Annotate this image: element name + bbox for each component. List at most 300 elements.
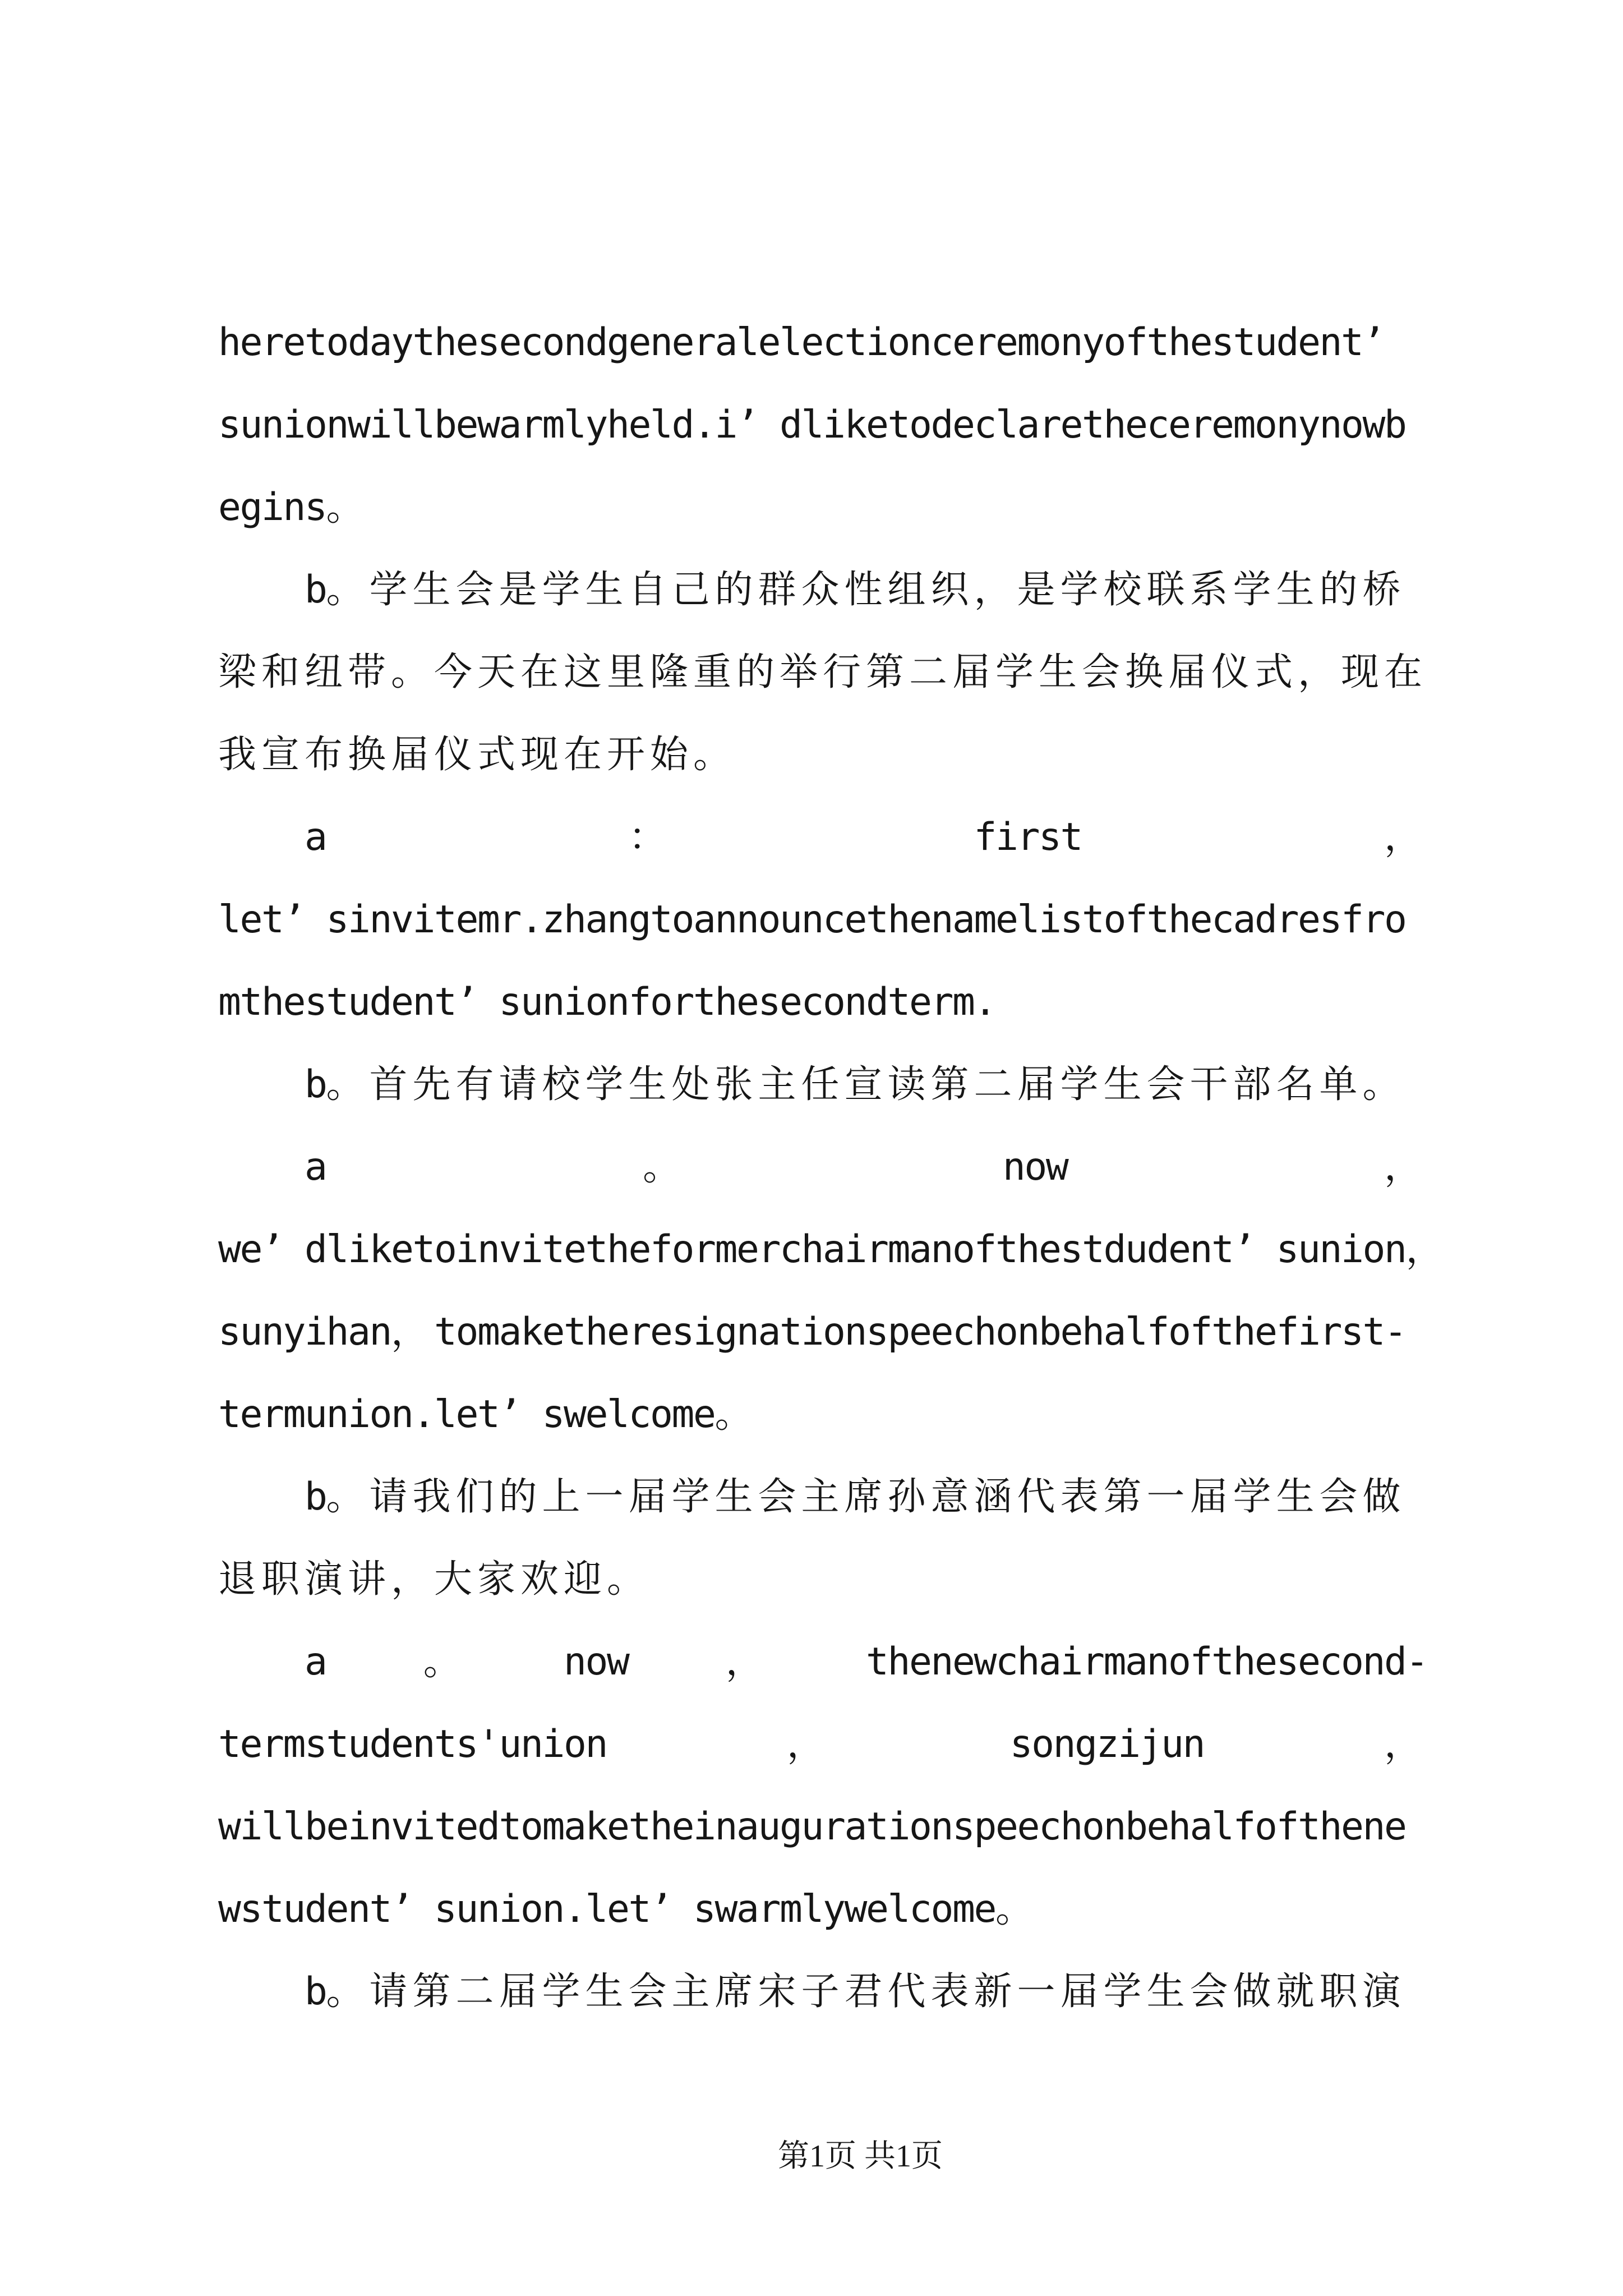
glyph: 式 <box>1255 650 1293 694</box>
glyph: 请 <box>369 1969 408 2014</box>
glyph: n <box>261 402 284 447</box>
glyph: 学 <box>995 650 1034 694</box>
glyph: 宣 <box>261 732 300 777</box>
glyph: 会 <box>628 1969 667 2014</box>
glyph: 天 <box>477 650 516 694</box>
glyph: p <box>887 1309 911 1354</box>
glyph: t <box>1211 1309 1234 1354</box>
glyph: m <box>477 1309 500 1354</box>
glyph: i <box>499 1887 522 1931</box>
text-token <box>218 318 1406 368</box>
glyph: e <box>1125 402 1148 447</box>
glyph: 处 <box>671 1062 710 1107</box>
glyph: 单 <box>1319 1062 1358 1107</box>
text-token <box>1384 1719 1427 1770</box>
glyph: d <box>477 1804 500 1849</box>
glyph: 带 <box>348 650 386 694</box>
glyph: o <box>520 1887 543 1931</box>
glyph: l <box>780 320 803 365</box>
glyph: e <box>758 320 781 365</box>
glyph: i <box>239 1804 263 1849</box>
glyph: 有 <box>455 1062 494 1107</box>
glyph: e <box>844 897 868 942</box>
glyph: s <box>305 979 328 1024</box>
glyph: 先 <box>412 1062 451 1107</box>
glyph: l <box>434 1392 457 1437</box>
paragraph <box>218 1126 1444 1456</box>
glyph: k <box>844 402 868 447</box>
glyph: t <box>218 1392 241 1437</box>
glyph: e <box>952 1639 975 1684</box>
glyph: ， <box>1405 1227 1444 1272</box>
glyph: w <box>564 1392 587 1437</box>
glyph: d <box>305 1887 328 1931</box>
glyph: b <box>305 1474 328 1519</box>
glyph: 桥 <box>1362 567 1401 612</box>
glyph: a <box>564 1804 587 1849</box>
glyph: t <box>650 897 673 942</box>
glyph: s <box>542 1392 565 1437</box>
glyph: m <box>887 1227 911 1272</box>
glyph: t <box>499 1804 522 1849</box>
glyph: ’ <box>391 1887 414 1931</box>
glyph: 做 <box>1362 1474 1401 1519</box>
glyph: p <box>974 1804 997 1849</box>
glyph: 意 <box>930 1474 969 1519</box>
glyph: e <box>628 320 652 365</box>
glyph: l <box>995 402 1018 447</box>
glyph: 会 <box>455 567 494 612</box>
text-token <box>629 812 672 863</box>
text-token <box>218 482 370 533</box>
glyph: o <box>520 1804 543 1849</box>
glyph: 部 <box>1233 1062 1271 1107</box>
glyph: d <box>1255 897 1278 942</box>
text-token <box>1010 1719 1205 1770</box>
text-token <box>218 1554 650 1605</box>
glyph: 席 <box>714 1969 753 2014</box>
glyph: a <box>1017 402 1040 447</box>
glyph: m <box>542 1804 565 1849</box>
glyph: w <box>974 1639 997 1684</box>
glyph: d <box>369 1722 393 1766</box>
glyph: e <box>455 320 479 365</box>
glyph: 现 <box>1341 650 1380 694</box>
glyph: e <box>1255 1639 1278 1684</box>
glyph: s <box>1211 320 1234 365</box>
glyph: w <box>714 1887 738 1931</box>
glyph: 第 <box>412 1969 451 2014</box>
glyph: d <box>305 1227 328 1272</box>
glyph: y <box>1298 402 1321 447</box>
glyph: t <box>866 897 889 942</box>
glyph: m <box>1017 320 1040 365</box>
text-token <box>423 1637 467 1687</box>
glyph: 。 <box>607 1557 645 1602</box>
glyph: a <box>305 815 328 859</box>
glyph: t <box>1146 897 1170 942</box>
glyph: 生 <box>585 1969 624 2014</box>
glyph: n <box>1319 402 1343 447</box>
glyph: i <box>564 979 587 1024</box>
glyph: s <box>758 979 781 1024</box>
glyph: o <box>1024 1144 1048 1189</box>
glyph: b <box>1039 1309 1062 1354</box>
glyph: t <box>844 320 868 365</box>
glyph: i <box>693 1309 716 1354</box>
glyph: 届 <box>628 1474 667 1519</box>
glyph: n <box>1017 1309 1040 1354</box>
glyph: 我 <box>412 1474 451 1519</box>
glyph: n <box>477 1887 500 1931</box>
glyph: e <box>1189 897 1213 942</box>
glyph: b <box>305 1804 328 1849</box>
glyph: z <box>542 897 565 942</box>
glyph: s <box>693 1887 716 1931</box>
glyph: 举 <box>780 650 818 694</box>
glyph: a <box>499 1309 522 1354</box>
glyph: 届 <box>952 650 991 694</box>
glyph: 系 <box>1189 567 1228 612</box>
glyph: 梁 <box>218 650 257 694</box>
glyph: 请 <box>499 1062 537 1107</box>
glyph: i <box>520 1227 543 1272</box>
glyph: r <box>671 979 695 1024</box>
glyph: i <box>1118 1722 1141 1766</box>
glyph: n <box>930 1639 954 1684</box>
glyph: i <box>348 1392 371 1437</box>
glyph: ： <box>628 815 667 859</box>
glyph: e <box>1298 1639 1321 1684</box>
glyph: ， <box>1384 815 1423 859</box>
glyph: l <box>283 1804 306 1849</box>
text-token <box>218 730 736 780</box>
glyph: l <box>650 402 673 447</box>
glyph: n <box>477 1227 500 1272</box>
glyph: n <box>607 897 630 942</box>
text-line <box>218 384 1427 466</box>
glyph: e <box>585 1392 608 1437</box>
glyph: ’ <box>650 1887 673 1931</box>
glyph: r <box>930 979 954 1024</box>
glyph: h <box>1233 1309 1256 1354</box>
glyph: 生 <box>628 1062 667 1107</box>
glyph: 张 <box>714 1062 753 1107</box>
glyph: o <box>1362 1227 1386 1272</box>
glyph: 干 <box>1189 1062 1228 1107</box>
glyph: 生 <box>714 1474 753 1519</box>
glyph: y <box>391 320 414 365</box>
glyph: f <box>1276 1309 1299 1354</box>
glyph: h <box>887 897 911 942</box>
glyph: a <box>1103 1309 1127 1354</box>
glyph: . <box>520 897 543 942</box>
glyph: m <box>283 1722 306 1766</box>
glyph: t <box>261 1887 284 1931</box>
glyph: 二 <box>455 1969 494 2014</box>
glyph: e <box>455 897 479 942</box>
glyph: a <box>1189 1804 1213 1849</box>
glyph: o <box>434 1227 457 1272</box>
glyph: ’ <box>261 1227 284 1272</box>
glyph: n <box>520 1722 543 1766</box>
glyph: n <box>564 320 587 365</box>
text-line <box>218 1621 1427 1703</box>
glyph: n <box>1146 1639 1170 1684</box>
document-body <box>218 301 1444 2033</box>
glyph: l <box>391 402 414 447</box>
glyph: 隆 <box>650 650 689 694</box>
glyph: h <box>1168 320 1191 365</box>
glyph: 们 <box>455 1474 494 1519</box>
glyph: 演 <box>305 1557 343 1602</box>
glyph: i <box>348 1227 371 1272</box>
glyph: o <box>1031 1722 1055 1766</box>
glyph: . <box>693 402 716 447</box>
glyph: d <box>930 402 954 447</box>
glyph: f <box>1125 897 1148 942</box>
text-line <box>218 466 1427 549</box>
text-line <box>218 1126 1427 1208</box>
glyph: 学 <box>369 567 408 612</box>
glyph: t <box>1211 1639 1234 1684</box>
glyph: 。 <box>326 1969 365 2014</box>
glyph: 在 <box>1384 650 1423 694</box>
glyph: ， <box>391 1557 430 1602</box>
glyph: 欢 <box>520 1557 559 1602</box>
glyph: l <box>1211 1804 1234 1849</box>
glyph: e <box>239 1722 263 1766</box>
text-token <box>974 812 1082 863</box>
glyph: f <box>1189 1639 1213 1684</box>
glyph: m <box>218 979 241 1024</box>
glyph: f <box>1276 1804 1299 1849</box>
glyph: k <box>369 1227 393 1272</box>
text-token <box>218 977 995 1028</box>
glyph: h <box>585 1309 608 1354</box>
glyph: h <box>1017 1639 1040 1684</box>
glyph: s <box>1341 1309 1364 1354</box>
glyph: t <box>239 979 263 1024</box>
glyph: r <box>823 1804 846 1849</box>
glyph: 在 <box>520 650 559 694</box>
glyph: y <box>283 1309 306 1354</box>
glyph: t <box>1298 1804 1321 1849</box>
glyph: 退 <box>218 1557 257 1602</box>
glyph: a <box>1039 1639 1062 1684</box>
glyph: w <box>218 1804 241 1849</box>
glyph: d <box>780 402 803 447</box>
glyph: n <box>801 897 824 942</box>
glyph: 织 <box>930 567 969 612</box>
glyph: n <box>542 979 565 1024</box>
glyph: h <box>564 897 587 942</box>
glyph: m <box>952 1887 975 1931</box>
glyph: 。 <box>326 567 365 612</box>
text-line <box>218 1950 1427 2033</box>
text-line <box>218 1538 1427 1621</box>
glyph: e <box>326 1804 349 1849</box>
glyph: r <box>628 1309 652 1354</box>
text-token <box>787 1719 830 1770</box>
glyph: t <box>261 897 284 942</box>
glyph: ， <box>725 1639 764 1684</box>
glyph: i <box>412 1804 436 1849</box>
glyph: c <box>952 1309 975 1354</box>
glyph: n <box>326 402 349 447</box>
glyph: 换 <box>1125 650 1164 694</box>
glyph: o <box>758 897 781 942</box>
glyph: n <box>369 1804 393 1849</box>
glyph: ’ <box>736 402 759 447</box>
glyph: h <box>714 979 738 1024</box>
glyph: o <box>1384 897 1407 942</box>
glyph: n <box>261 1309 284 1354</box>
glyph: s <box>434 1887 457 1931</box>
glyph: o <box>326 320 349 365</box>
glyph: e <box>1060 402 1083 447</box>
text-token <box>218 400 1406 450</box>
glyph: c <box>628 1392 652 1437</box>
glyph: 布 <box>305 732 343 777</box>
glyph: e <box>909 1639 932 1684</box>
glyph: 纽 <box>305 650 343 694</box>
text-line <box>218 878 1427 961</box>
glyph: i <box>1039 897 1062 942</box>
glyph: 。 <box>326 485 365 530</box>
glyph: ， <box>1384 1144 1422 1189</box>
glyph: i <box>693 1804 716 1849</box>
glyph: 演 <box>1362 1969 1401 2014</box>
glyph: 第 <box>1103 1474 1142 1519</box>
glyph: w <box>348 402 371 447</box>
glyph: r <box>693 320 716 365</box>
glyph: t <box>1146 320 1170 365</box>
glyph: 读 <box>887 1062 926 1107</box>
glyph: - <box>1384 1309 1407 1354</box>
glyph: n <box>283 485 306 530</box>
glyph: 子 <box>801 1969 840 2014</box>
glyph: w <box>218 1227 241 1272</box>
glyph: m <box>671 1392 695 1437</box>
text-line <box>218 1868 1427 1950</box>
glyph: n <box>1362 1804 1386 1849</box>
glyph: e <box>455 1804 479 1849</box>
glyph: b <box>305 1062 328 1107</box>
glyph: r <box>261 320 284 365</box>
glyph: 会 <box>1319 1474 1358 1519</box>
glyph: c <box>801 979 824 1024</box>
glyph: f <box>1233 1804 1256 1849</box>
glyph: . <box>412 1392 436 1437</box>
glyph: i <box>887 1804 911 1849</box>
glyph: 席 <box>844 1474 883 1519</box>
glyph: g <box>628 897 652 942</box>
glyph: o <box>369 1392 393 1437</box>
glyph: h <box>1103 402 1127 447</box>
glyph: u <box>1161 1722 1184 1766</box>
glyph: 代 <box>887 1969 926 2014</box>
glyph: o <box>930 1887 954 1931</box>
glyph: n <box>1276 402 1299 447</box>
glyph: c <box>974 402 997 447</box>
glyph: u <box>348 1722 371 1766</box>
glyph: e <box>218 485 241 530</box>
glyph: e <box>628 402 652 447</box>
glyph: h <box>1319 1804 1343 1849</box>
glyph: m <box>1233 402 1256 447</box>
glyph: r <box>261 1392 284 1437</box>
glyph: d <box>369 979 393 1024</box>
glyph: 会 <box>1189 1969 1228 2014</box>
glyph: t <box>434 1804 457 1849</box>
glyph: e <box>391 979 414 1024</box>
glyph: . <box>564 1887 587 1931</box>
glyph: 式 <box>477 732 516 777</box>
glyph: o <box>305 402 328 447</box>
glyph: l <box>607 1392 630 1437</box>
glyph: t <box>218 1722 241 1766</box>
text-token <box>866 1637 1427 1687</box>
glyph: 职 <box>261 1557 300 1602</box>
glyph: e <box>499 320 522 365</box>
glyph: e <box>391 1722 414 1766</box>
glyph: 生 <box>1103 1062 1142 1107</box>
glyph: n <box>930 897 954 942</box>
glyph: l <box>801 402 824 447</box>
glyph: s <box>1319 897 1343 942</box>
text-token <box>305 1967 1406 2017</box>
glyph: e <box>564 1227 587 1272</box>
text-line <box>218 1786 1427 1868</box>
glyph: g <box>239 485 263 530</box>
glyph: t <box>305 320 328 365</box>
glyph: t <box>628 1887 652 1931</box>
glyph: a <box>736 1804 759 1849</box>
glyph: 在 <box>564 732 602 777</box>
glyph: 的 <box>714 567 753 612</box>
glyph: e <box>239 897 263 942</box>
glyph: o <box>542 320 565 365</box>
glyph: 孙 <box>887 1474 926 1519</box>
glyph: n <box>391 1392 414 1437</box>
glyph: n <box>844 979 868 1024</box>
glyph: y <box>585 402 608 447</box>
glyph: w <box>1362 402 1386 447</box>
text-line <box>218 1208 1444 1291</box>
glyph: m <box>542 402 565 447</box>
glyph: a <box>952 897 975 942</box>
glyph: w <box>218 1887 241 1931</box>
glyph: t <box>477 1392 500 1437</box>
text-token <box>726 1637 769 1687</box>
glyph: a <box>714 320 738 365</box>
glyph: a <box>823 1227 846 1272</box>
glyph: f <box>974 815 997 859</box>
glyph: v <box>499 1227 522 1272</box>
glyph: i <box>801 1309 824 1354</box>
text-line <box>218 796 1427 878</box>
glyph: n <box>1319 1227 1343 1272</box>
glyph: b <box>305 567 328 612</box>
glyph: s <box>477 320 500 365</box>
glyph: 宋 <box>758 1969 796 2014</box>
glyph: 二 <box>974 1062 1012 1107</box>
glyph: 一 <box>585 1474 624 1519</box>
glyph: 学 <box>542 1969 580 2014</box>
glyph: c <box>1039 1804 1062 1849</box>
glyph: l <box>326 1227 349 1272</box>
